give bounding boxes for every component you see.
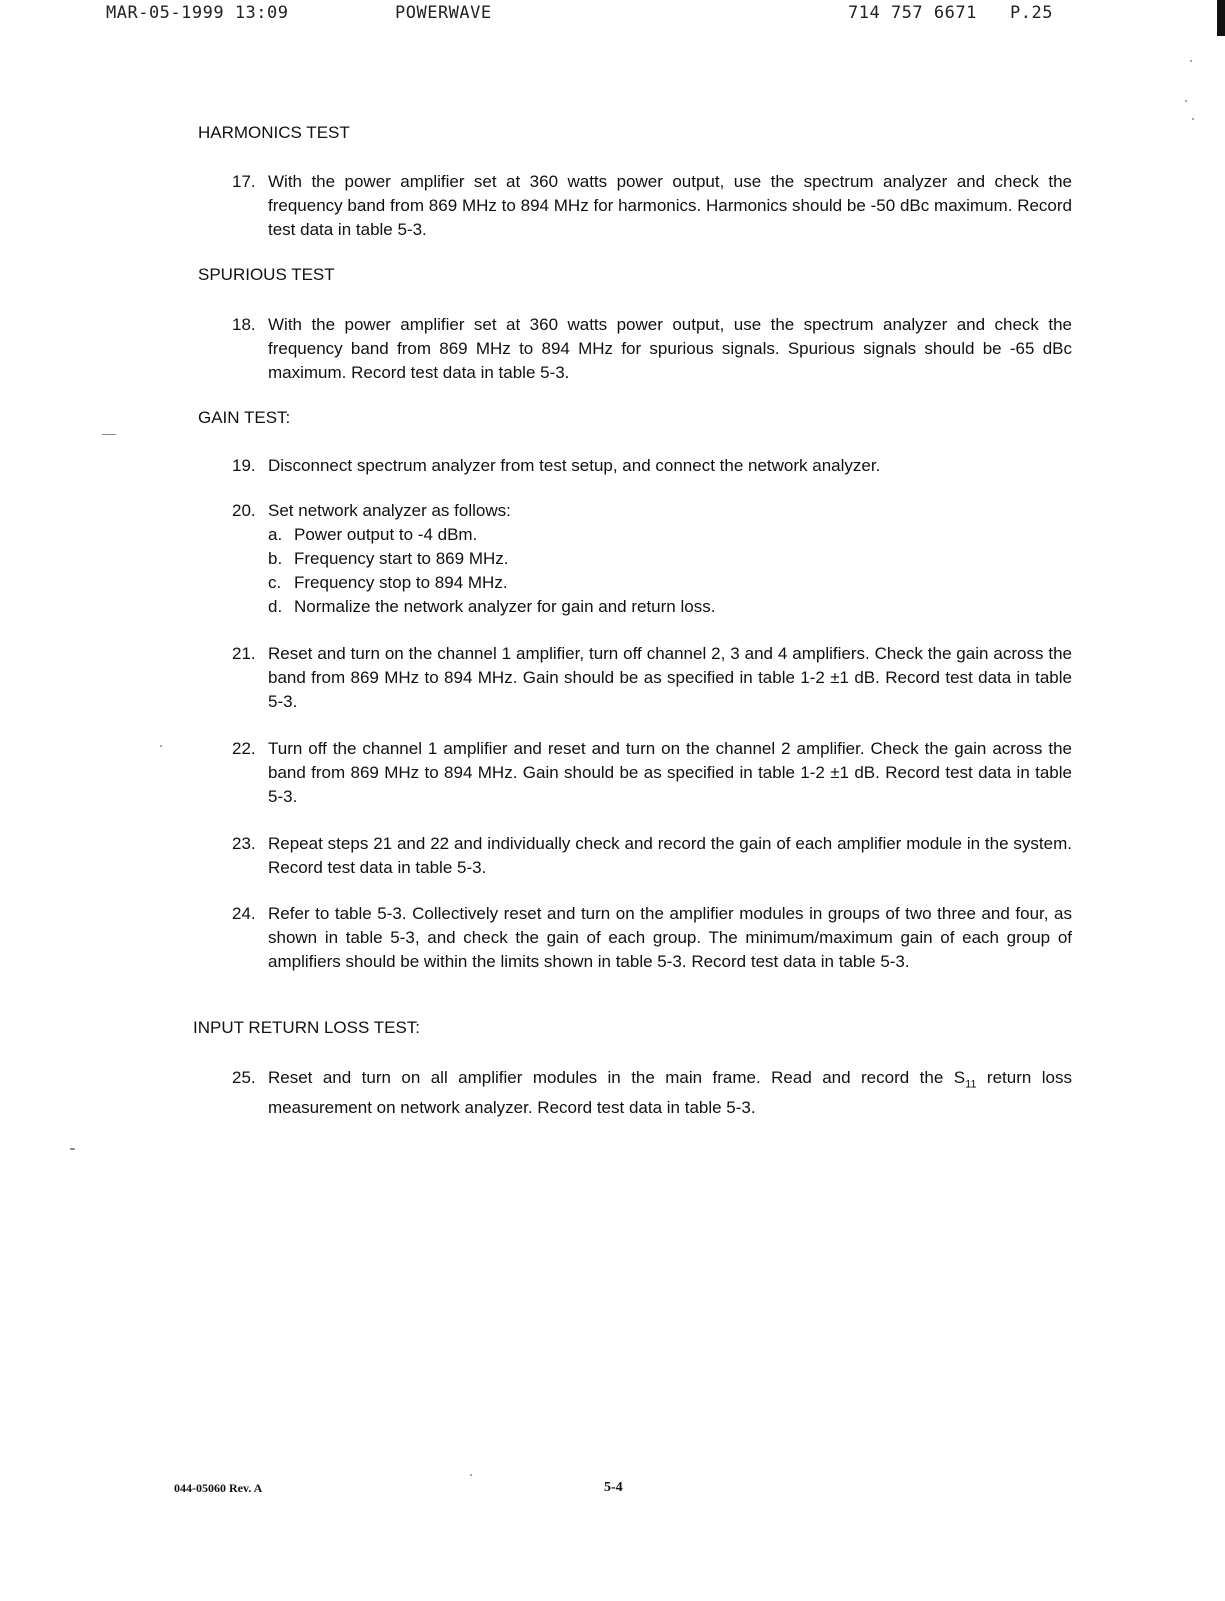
step-text-part: return loss measurement on network analyzer. Record test data in table 5-3. [268,1068,1072,1118]
step-25 [232,1066,1072,1120]
list-text: Frequency stop to 894 MHz. [294,573,508,592]
list-letter: d. [268,597,283,616]
step-number: 25. [232,1068,256,1087]
step-21 [232,642,1072,714]
page-number: 5-4 [604,1480,623,1495]
step-19 [232,454,1072,478]
settings-list [268,523,1072,619]
section-heading-harmonics: HARMONICS TEST [198,123,350,142]
step-number: 24. [232,904,256,923]
list-letter: c. [268,573,282,592]
step-text-part: Reset and turn on all amplifier modules in the main frame. Read and record the S [268,1068,966,1087]
list-item [268,595,1072,619]
s-parameter-subscript: 11 [965,1078,977,1091]
step-text: With the power amplifier set at 360 watts power output, use the spectrum analyzer and check the frequency band from 869 MHz to 894 MHz for harmonics. Harmonics should be -50 dBc maximum. Record test data in table 5-3. [268,172,1072,239]
step-number: 21. [232,644,256,663]
step-text: Refer to table 5-3. Collectively reset and turn on the amplifier modules in groups of two three and four, as shown in table 5-3, and check the gain of each group. The minimum/maximum gain of each group of amplifiers should be within the limits shown in table 5-3. Record test data in table 5-3. [268,904,1072,971]
fax-sender: POWERWAVE [395,3,492,23]
scan-edge-mark [1217,0,1225,36]
step-number: 22. [232,739,256,758]
step-22 [232,737,1072,809]
list-item [268,523,1072,547]
scan-speck [470,1474,472,1476]
step-text: Repeat steps 21 and 22 and individually check and record the gain of each amplifier module in the system. Record test data in table 5-3. [268,834,1072,877]
scan-speck [70,1148,75,1150]
fax-phone: 714 757 6671 [848,3,977,23]
scan-speck [102,434,116,435]
list-letter: a. [268,525,283,544]
step-18 [232,313,1072,385]
step-text: Turn off the channel 1 amplifier and reset and turn on the channel 2 amplifier. Check the gain across the band from 869 MHz to 894 MHz. Gain should be as specified in table 1-2 ±1 dB. Record test data in table 5-3. [268,739,1072,806]
step-text: Disconnect spectrum analyzer from test setup, and connect the network analyzer. [268,456,881,475]
step-17 [232,170,1072,242]
step-text: With the power amplifier set at 360 watts power output, use the spectrum analyzer and check the frequency band from 869 MHz to 894 MHz for spurious signals. Spurious signals should be -65 dBc maximum. Record test data in table 5-3. [268,315,1072,382]
fax-datetime: MAR-05-1999 13:09 [106,3,289,23]
list-item [268,547,1072,571]
document-number: 044-05060 Rev. A [174,1481,263,1495]
fax-header [0,0,1225,30]
section-heading-spurious: SPURIOUS TEST [198,265,335,284]
step-number: 17. [232,172,256,191]
step-text: Reset and turn on the channel 1 amplifier, turn off channel 2, 3 and 4 amplifiers. Check the gain across the band from 869 MHz to 894 MHz. Gain should be as specified in table 1-2 ±1 dB. Record test data in table 5-3. [268,644,1072,711]
fax-page: P.25 [1010,3,1053,23]
section-heading-gain: GAIN TEST: [198,408,291,427]
scan-speck [1192,118,1194,120]
step-text [268,1066,1072,1120]
step-23 [232,832,1072,880]
list-text: Frequency start to 869 MHz. [294,549,509,568]
list-item [268,571,1072,595]
list-text: Normalize the network analyzer for gain and return loss. [294,597,716,616]
step-number: 18. [232,315,256,334]
list-letter: b. [268,549,283,568]
step-number: 20. [232,501,256,520]
scan-speck [1190,60,1192,62]
section-heading-input-return-loss: INPUT RETURN LOSS TEST: [193,1018,421,1037]
list-text: Power output to -4 dBm. [294,525,478,544]
scan-speck [1185,100,1187,102]
step-20 [232,499,1072,619]
step-24 [232,902,1072,974]
step-text: Set network analyzer as follows: [268,501,511,520]
step-number: 23. [232,834,256,853]
step-number: 19. [232,456,256,475]
scan-speck [160,745,162,747]
